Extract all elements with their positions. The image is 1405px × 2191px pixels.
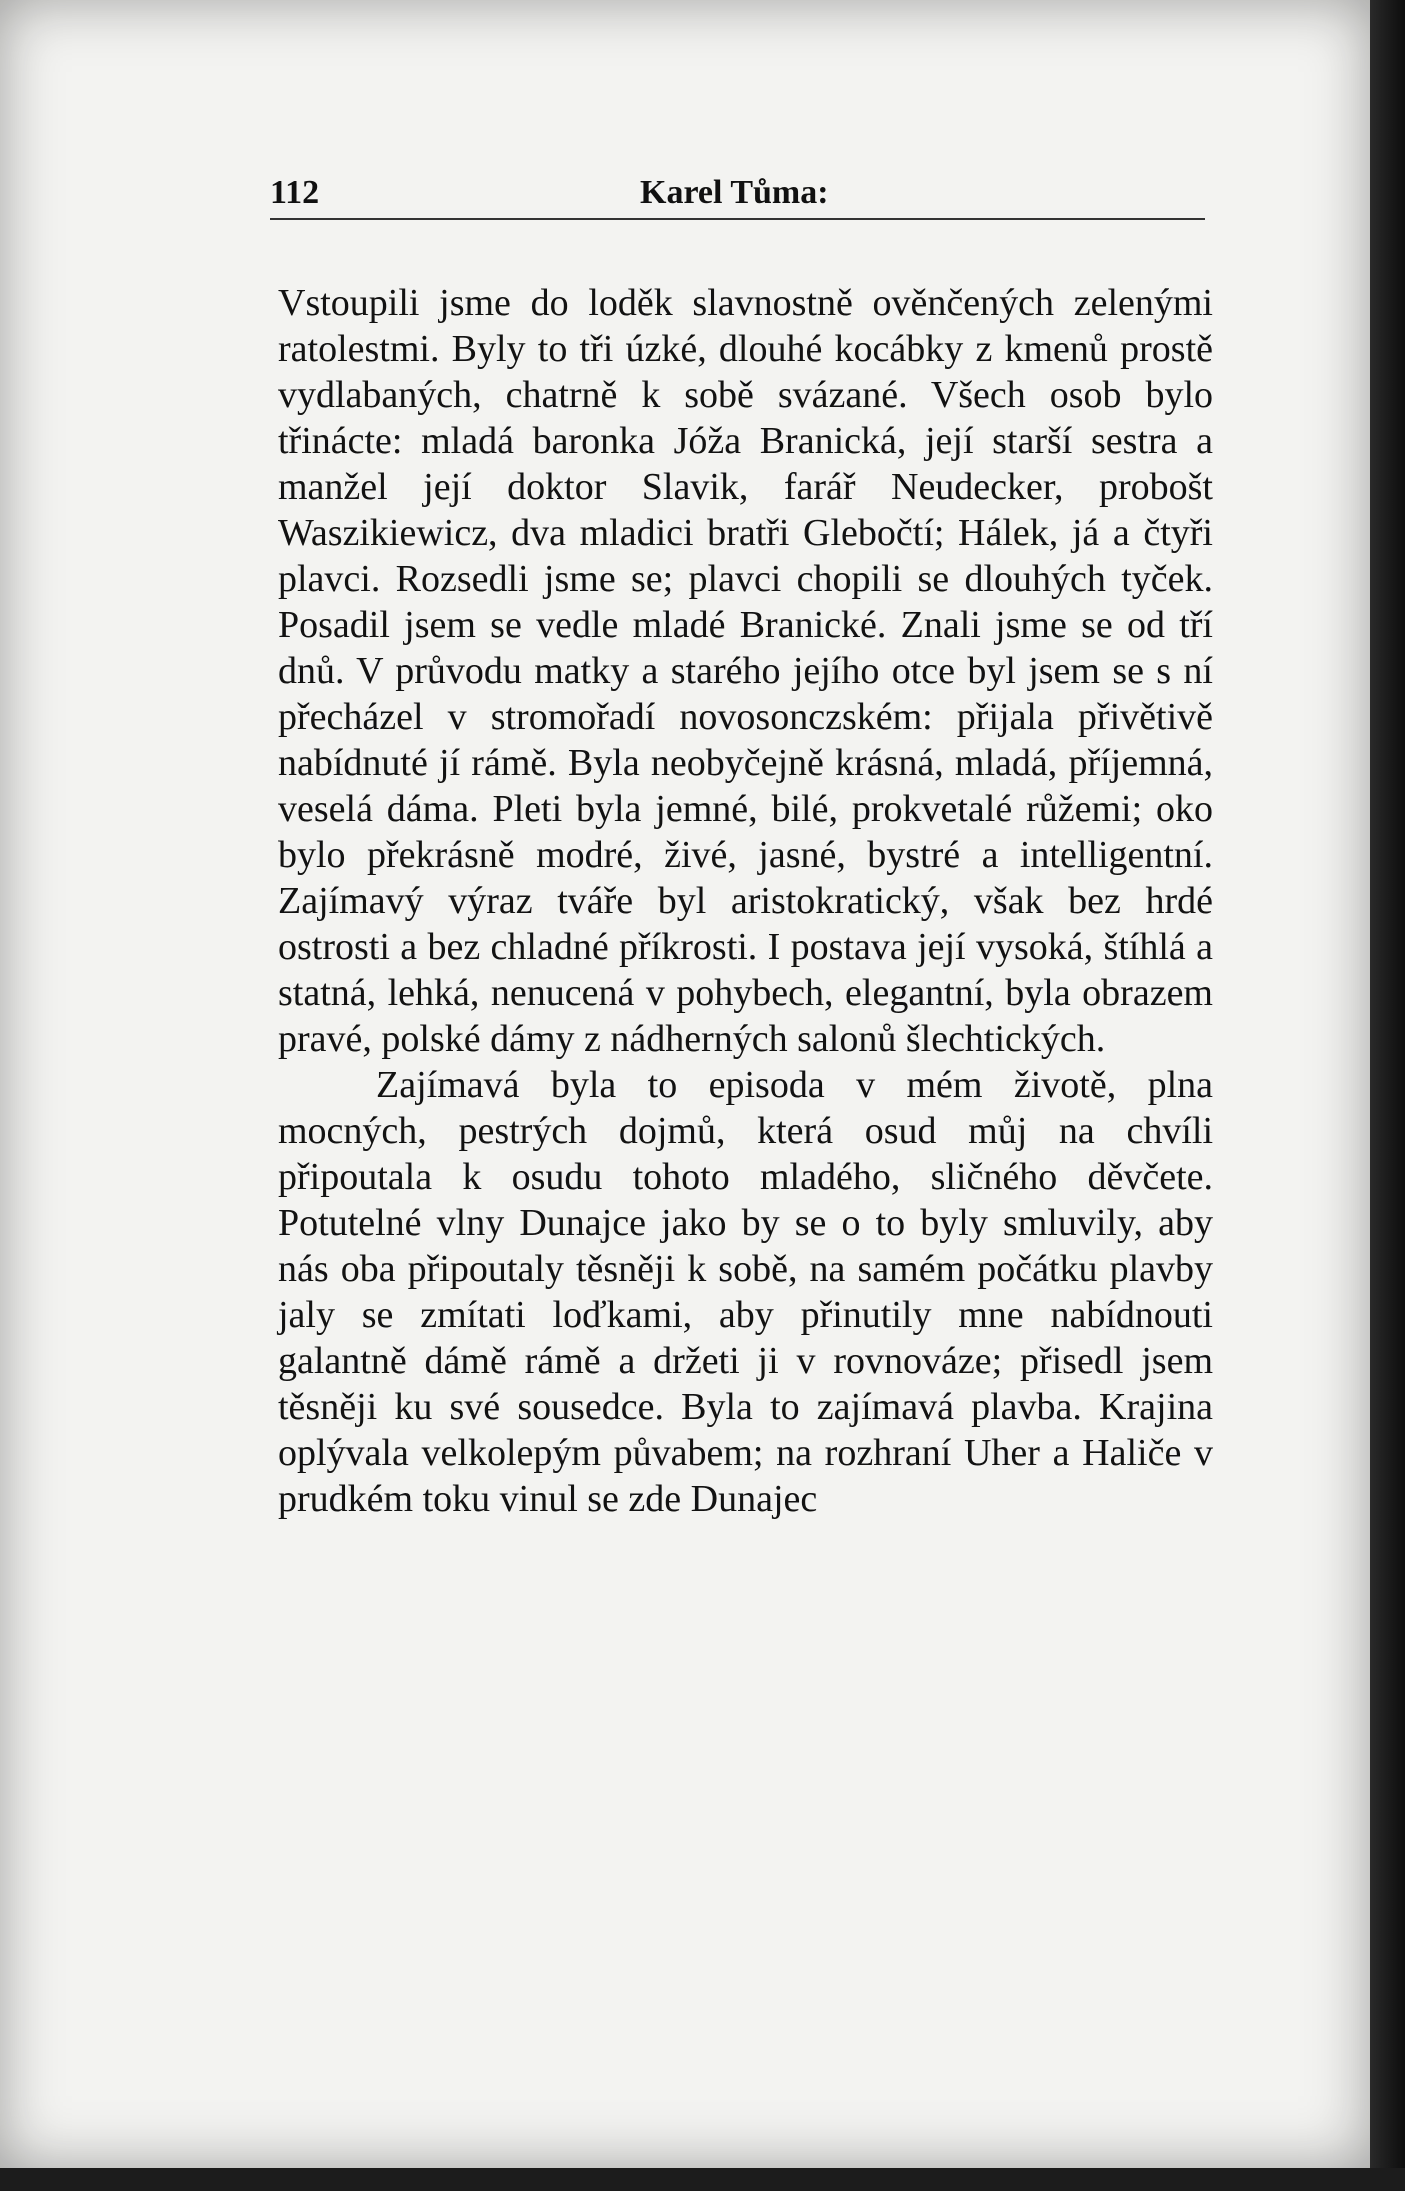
- bottom-edge: [0, 2168, 1405, 2191]
- paragraph-2: Zajímavá byla to episoda v mém životě, plna mocných, pestrých dojmů, která osud můj na chvíli připoutala k osudu tohoto mladého, sličného děvčete. Potutelné vlny Dunajce jako by se o to byly smluvily, aby nás oba připoutaly těsněji k sobě, na samém počátku plavby jaly se zmítati loďkami, aby přinutily mne nabídnouti galantně dámě rámě a držeti ji v rovnováze; přisedl jsem těsněji ku své sousedce. Byla to zajímavá plavba. Krajina oplývala velkolepým půvabem; na rozhraní Uher a Haliče v prudkém toku vinul se zde Dunajec: [278, 1064, 1213, 1520]
- header-rule: [270, 218, 1205, 220]
- running-title: Karel Tůma:: [640, 174, 829, 211]
- running-header: [270, 170, 1210, 220]
- paragraph-1: Vstoupili jsme do loděk slavnostně ověnčených zelenými ratolestmi. Byly to tři úzké, dlouhé kocábky z kmenů prostě vydlabaných, chatrně k sobě svázané. Všech osob bylo třinácte: mladá baronka Jóža Branická, její starší sestra a manžel její doktor Slavik, farář Neudecker, probošt Waszikiewicz, dva mladici bratři Glebočtí; Hálek, já a čtyři plavci. Rozsedli jsme se; plavci chopili se dlouhých tyček. Posadil jsem se vedle mladé Branické. Znali jsme se od tří dnů. V průvodu matky a starého jejího otce byl jsem se s ní přecházel v stromořadí novosonczském: přijala přivětivě nabídnuté jí rámě. Byla neobyčejně krásná, mladá, příjemná, veselá dáma. Pleti byla jemné, bilé, prokvetalé růžemi; oko bylo překrásně modré, živé, jasné, bystré a intelligentní. Zajímavý výraz tváře byl aristokratický, však bez hrdé ostrosti a bez chladné příkrosti. I postava její vysoká, štíhlá a statná, lehká, nenucená v pohybech, elegantní, byla obrazem pravé, polské dámy z nádherných salonů šlechtických.: [278, 282, 1213, 1060]
- page-number: 112: [270, 174, 320, 211]
- book-spine-edge: [1370, 0, 1405, 2191]
- body-text: [278, 280, 1213, 1522]
